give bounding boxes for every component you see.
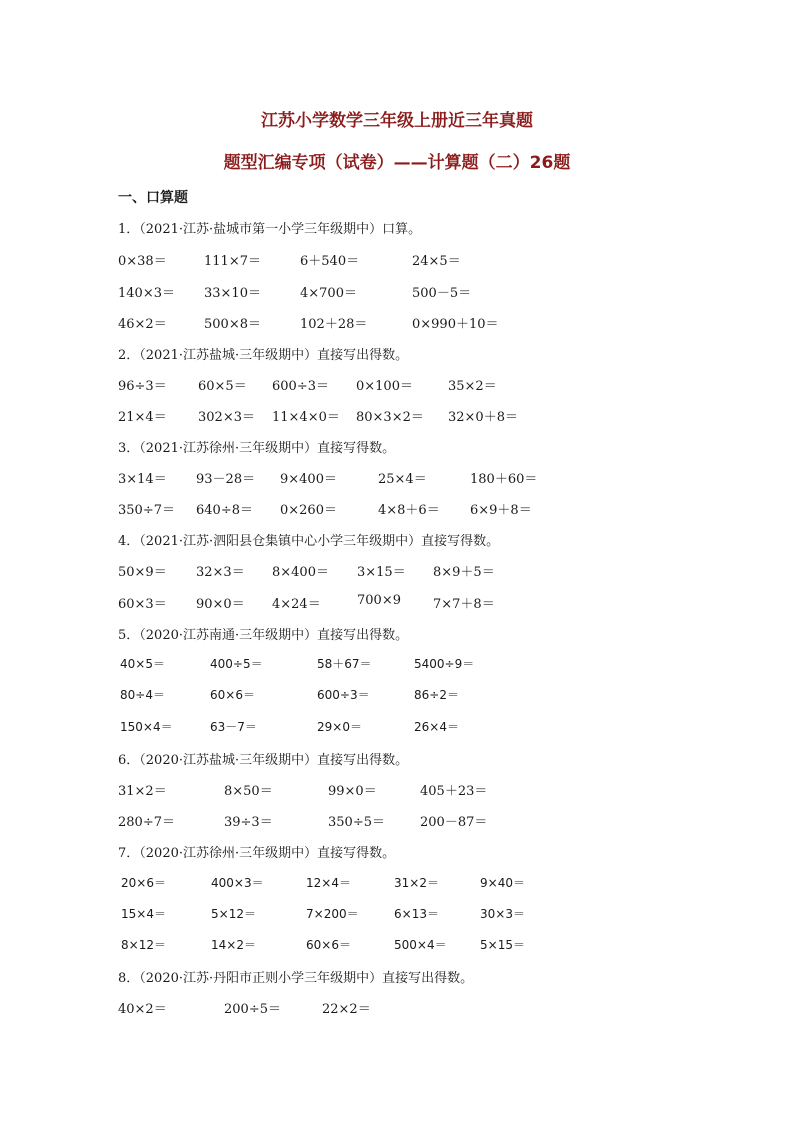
problem-row <box>0 998 794 1016</box>
arithmetic-problem: 600÷3＝ <box>272 379 329 394</box>
arithmetic-problem: 3×14＝ <box>118 472 167 487</box>
arithmetic-problem: 80×3×2＝ <box>356 410 424 425</box>
arithmetic-problem: 50×9＝ <box>118 565 167 580</box>
arithmetic-problem: 30×3＝ <box>480 907 525 921</box>
arithmetic-problem: 280÷7＝ <box>118 815 175 830</box>
arithmetic-problem: 40×2＝ <box>118 1002 167 1017</box>
question-title: 3．（2021·江苏徐州·三年级期中）直接写得数。 <box>118 441 396 456</box>
arithmetic-problem: 6×9＋8＝ <box>470 503 532 518</box>
arithmetic-problem: 14×2＝ <box>211 938 256 952</box>
arithmetic-problem: 400÷5＝ <box>210 657 263 671</box>
arithmetic-problem: 5400÷9＝ <box>414 657 475 671</box>
arithmetic-problem: 200÷5＝ <box>224 1002 281 1017</box>
problem-row <box>0 874 794 892</box>
arithmetic-problem: 8×400＝ <box>272 565 329 580</box>
arithmetic-problem: 200－87＝ <box>420 815 488 830</box>
arithmetic-problem: 39÷3＝ <box>224 815 273 830</box>
arithmetic-problem: 500×8＝ <box>204 317 261 332</box>
problem-row <box>0 406 794 424</box>
arithmetic-problem: 20×6＝ <box>121 876 166 890</box>
arithmetic-problem: 60×6＝ <box>306 938 351 952</box>
arithmetic-problem: 111×7＝ <box>204 254 261 269</box>
problem-row <box>0 313 794 331</box>
problem-row <box>0 686 794 704</box>
arithmetic-problem: 7×7＋8＝ <box>433 597 495 612</box>
arithmetic-problem: 60×3＝ <box>118 597 167 612</box>
problem-row <box>0 375 794 393</box>
arithmetic-problem: 9×40＝ <box>480 876 525 890</box>
arithmetic-problem: 150×4＝ <box>120 720 173 734</box>
arithmetic-problem: 46×2＝ <box>118 317 167 332</box>
arithmetic-problem: 22×2＝ <box>322 1002 371 1017</box>
arithmetic-problem: 21×4＝ <box>118 410 167 425</box>
arithmetic-problem: 8×12＝ <box>121 938 166 952</box>
arithmetic-problem: 58＋67＝ <box>317 657 372 671</box>
problem-row <box>0 282 794 300</box>
arithmetic-problem: 6×13＝ <box>394 907 439 921</box>
problem-row <box>0 905 794 923</box>
arithmetic-problem: 60×6＝ <box>210 688 255 702</box>
arithmetic-problem: 99×0＝ <box>328 784 377 799</box>
question-title: 8．（2020·江苏·丹阳市正则小学三年级期中）直接写出得数。 <box>118 971 474 986</box>
arithmetic-problem: 600÷3＝ <box>317 688 370 702</box>
arithmetic-problem: 3×15＝ <box>357 565 406 580</box>
arithmetic-problem: 8×50＝ <box>224 784 273 799</box>
arithmetic-problem: 32×0＋8＝ <box>448 410 518 425</box>
problem-row <box>0 936 794 954</box>
arithmetic-problem: 0×38＝ <box>118 254 167 269</box>
arithmetic-problem: 31×2＝ <box>394 876 439 890</box>
arithmetic-problem: 180＋60＝ <box>470 472 538 487</box>
arithmetic-problem: 31×2＝ <box>118 784 167 799</box>
problem-row <box>0 780 794 798</box>
arithmetic-problem: 7×200＝ <box>306 907 359 921</box>
arithmetic-problem: 4×8＋6＝ <box>378 503 440 518</box>
arithmetic-problem: 0×990＋10＝ <box>412 317 499 332</box>
arithmetic-problem: 0×100＝ <box>356 379 413 394</box>
problem-row <box>0 718 794 736</box>
problem-row <box>0 811 794 829</box>
arithmetic-problem: 35×2＝ <box>448 379 497 394</box>
arithmetic-problem: 93－28＝ <box>196 472 256 487</box>
arithmetic-problem: 400×3＝ <box>211 876 264 890</box>
arithmetic-problem: 12×4＝ <box>306 876 351 890</box>
arithmetic-problem: 80÷4＝ <box>120 688 165 702</box>
arithmetic-problem: 0×260＝ <box>280 503 337 518</box>
arithmetic-problem: 63－7＝ <box>210 720 257 734</box>
problem-row <box>0 499 794 517</box>
document-title: 江苏小学数学三年级上册近三年真题 <box>261 111 533 131</box>
question-title: 6．（2020·江苏盐城·三年级期中）直接写出得数。 <box>118 753 409 768</box>
arithmetic-problem: 640÷8＝ <box>196 503 253 518</box>
arithmetic-problem: 4×24＝ <box>272 597 321 612</box>
question-title: 1．（2021·江苏·盐城市第一小学三年级期中）口算。 <box>118 222 422 237</box>
question-title: 4．（2021·江苏·泗阳县仓集镇中心小学三年级期中）直接写得数。 <box>118 534 500 549</box>
question-title: 2．（2021·江苏盐城·三年级期中）直接写出得数。 <box>118 348 409 363</box>
arithmetic-problem: 24×5＝ <box>412 254 461 269</box>
arithmetic-problem: 350÷7＝ <box>118 503 175 518</box>
problem-row <box>0 250 794 268</box>
arithmetic-problem: 60×5＝ <box>198 379 247 394</box>
arithmetic-problem: 8×9＋5＝ <box>433 565 495 580</box>
arithmetic-problem: 33×10＝ <box>204 286 261 301</box>
arithmetic-problem: 500×4＝ <box>394 938 447 952</box>
arithmetic-problem: 25×4＝ <box>378 472 427 487</box>
arithmetic-problem: 86÷2＝ <box>414 688 459 702</box>
problem-row <box>0 655 794 673</box>
problem-row <box>0 468 794 486</box>
arithmetic-problem: 140×3＝ <box>118 286 175 301</box>
question-title: 7．（2020·江苏徐州·三年级期中）直接写得数。 <box>118 846 396 861</box>
arithmetic-problem: 700×9 <box>357 593 401 608</box>
arithmetic-problem: 6＋540＝ <box>300 254 360 269</box>
arithmetic-problem: 500－5＝ <box>412 286 472 301</box>
arithmetic-problem: 405＋23＝ <box>420 784 488 799</box>
question-title: 5．（2020·江苏南通·三年级期中）直接写出得数。 <box>118 628 409 643</box>
arithmetic-problem: 350÷5＝ <box>328 815 385 830</box>
arithmetic-problem: 96÷3＝ <box>118 379 167 394</box>
problem-row <box>0 561 794 579</box>
arithmetic-problem: 11×4×0＝ <box>272 410 340 425</box>
document-subtitle: 题型汇编专项（试卷）——计算题（二）26题 <box>223 153 571 173</box>
arithmetic-problem: 5×12＝ <box>211 907 256 921</box>
arithmetic-problem: 40×5＝ <box>120 657 165 671</box>
arithmetic-problem: 302×3＝ <box>198 410 255 425</box>
arithmetic-problem: 4×700＝ <box>300 286 357 301</box>
arithmetic-problem: 26×4＝ <box>414 720 459 734</box>
arithmetic-problem: 32×3＝ <box>196 565 245 580</box>
problem-row <box>0 593 794 611</box>
arithmetic-problem: 5×15＝ <box>480 938 525 952</box>
arithmetic-problem: 102＋28＝ <box>300 317 368 332</box>
arithmetic-problem: 15×4＝ <box>121 907 166 921</box>
arithmetic-problem: 90×0＝ <box>196 597 245 612</box>
section-title: 一、口算题 <box>118 190 188 206</box>
arithmetic-problem: 29×0＝ <box>317 720 362 734</box>
arithmetic-problem: 9×400＝ <box>280 472 337 487</box>
